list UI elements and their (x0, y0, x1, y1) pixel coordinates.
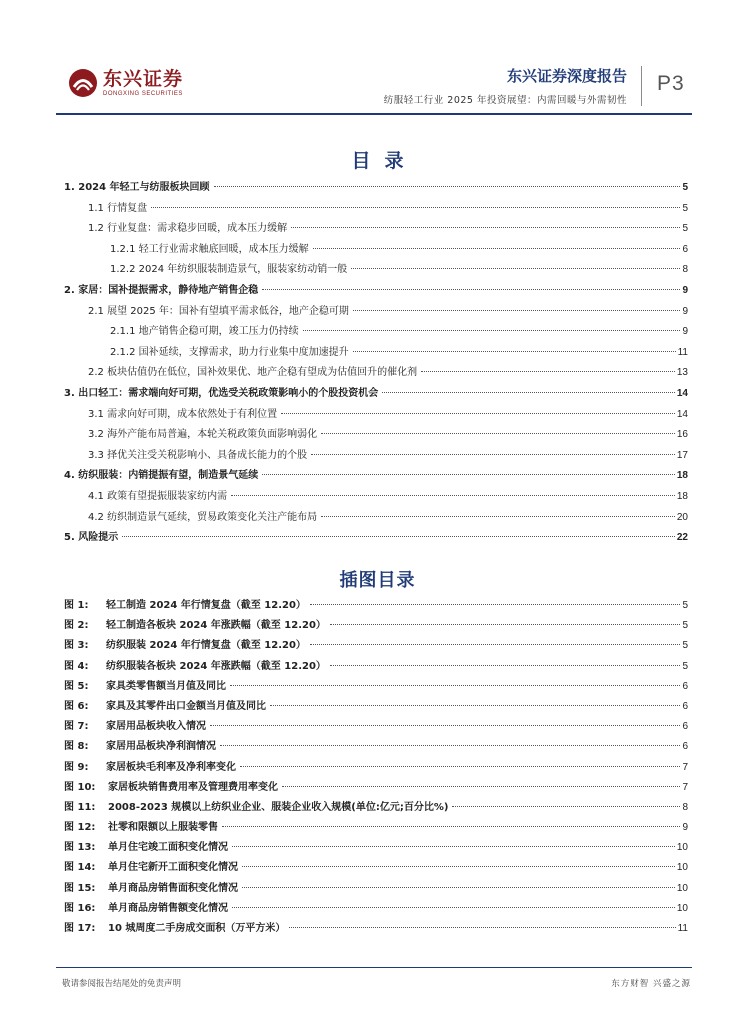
figure-entry[interactable]: 图 6: 家具及其零件出口金额当月值及同比 6 (64, 700, 688, 712)
footer-disclaimer: 敬请参阅报告结尾处的免责声明 (62, 979, 182, 989)
toc-list (64, 178, 688, 549)
header-rule (56, 113, 692, 115)
figure-entry[interactable]: 图 8: 家居用品板块净利润情况 6 (64, 741, 688, 753)
figure-entry[interactable]: 图 11: 2008-2023 规模以上纺织业企业、服装企业收入规模(单位:亿元;百分比%) 8 (64, 801, 688, 813)
toc-entry[interactable]: 3. 出口轻工：需求端向好可期，优选受关税政策影响小的个股投资机会 14 (64, 387, 688, 399)
figure-entry[interactable]: 图 12: 社零和限额以上服装零售 9 (64, 822, 688, 834)
toc-entry[interactable]: 1.1 行情复盘 5 (88, 202, 688, 214)
figure-entry[interactable]: 图 2: 轻工制造各板块 2024 年涨跌幅（截至 12.20） 5 (64, 620, 688, 632)
figure-entry[interactable]: 图 16: 单月商品房销售额变化情况 10 (64, 902, 688, 914)
report-title: 东兴证券深度报告 (506, 67, 627, 85)
toc-entry[interactable]: 5. 风险提示 22 (64, 532, 688, 544)
figure-entry[interactable]: 图 7: 家居用品板块收入情况 6 (64, 721, 688, 733)
company-logo (68, 68, 183, 98)
header-divider (641, 66, 642, 106)
report-subtitle: 纺服轻工行业 2025 年投资展望：内需回暖与外需韧性 (383, 95, 627, 106)
figure-entry[interactable]: 图 5: 家具类零售额当月值及同比 6 (64, 680, 688, 692)
toc-entry[interactable]: 2.1.2 国补延续，支撑需求，助力行业集中度加速提升 11 (110, 346, 688, 358)
toc-entry[interactable]: 1.2.2 2024 年纺织服装制造景气，服装家纺动销一般 8 (110, 264, 688, 276)
figure-entry[interactable]: 图 10: 家居板块销售费用率及管理费用率变化 7 (64, 781, 688, 793)
toc-entry[interactable]: 3.3 择优关注受关税影响小、具备成长能力的个股 17 (88, 449, 688, 461)
figure-entry[interactable]: 图 14: 单月住宅新开工面积变化情况 10 (64, 862, 688, 874)
toc-entry[interactable]: 1.2 行业复盘：需求稳步回暖，成本压力缓解 5 (88, 223, 688, 235)
toc-entry[interactable]: 4.1 政策有望提振服装家纺内需 18 (88, 490, 688, 502)
dongxing-logo-icon (68, 68, 98, 98)
toc-entry[interactable]: 3.2 海外产能布局普遍，本轮关税政策负面影响弱化 16 (88, 429, 688, 441)
figure-list-title: 插图目录 (339, 570, 416, 591)
figure-entry[interactable]: 图 4: 纺织服装各板块 2024 年涨跌幅（截至 12.20） 5 (64, 660, 688, 672)
toc-title: 目录 (351, 150, 418, 172)
figure-entry[interactable]: 图 9: 家居板块毛利率及净利率变化 7 (64, 761, 688, 773)
figure-entry[interactable]: 图 13: 单月住宅竣工面积变化情况 10 (64, 842, 688, 854)
logo-english-name: DONGXING SECURITIES (103, 91, 183, 97)
toc-entry[interactable]: 2.1.1 地产销售企稳可期，竣工压力仍持续 9 (110, 326, 688, 338)
toc-entry[interactable]: 4.2 纺织制造景气延续，贸易政策变化关注产能布局 20 (88, 511, 688, 523)
logo-chinese-name: 东兴证券 (103, 68, 184, 90)
toc-entry[interactable]: 1.2.1 轻工行业需求触底回暖，成本压力缓解 6 (110, 243, 688, 255)
toc-entry[interactable]: 1. 2024 年轻工与纺服板块回顾 5 (64, 182, 688, 193)
footer-rule (56, 967, 692, 968)
figure-entry[interactable]: 图 3: 纺织服装 2024 年行情复盘（截至 12.20） 5 (64, 640, 688, 652)
toc-entry[interactable]: 2.2 板块估值仍在低位，国补效果优、地产企稳有望成为估值回升的催化剂 13 (88, 367, 688, 379)
toc-entry[interactable]: 2.1 展望 2025 年：国补有望填平需求低谷，地产企稳可期 9 (88, 305, 688, 317)
toc-entry[interactable]: 2. 家居：国补提振需求，静待地产销售企稳 9 (64, 284, 688, 296)
toc-entry[interactable]: 4. 纺织服装：内销提振有望，制造景气延续 18 (64, 470, 688, 482)
toc-entry[interactable]: 3.1 需求向好可期，成本依然处于有利位置 14 (88, 408, 688, 420)
page-header (0, 0, 755, 116)
figure-entry[interactable]: 图 1: 轻工制造 2024 年行情复盘（截至 12.20） 5 (64, 600, 688, 611)
footer-slogan: 东方财智 兴盛之源 (611, 979, 691, 989)
figure-entry[interactable]: 图 15: 单月商品房销售面积变化情况 10 (64, 882, 688, 894)
figure-list (64, 596, 688, 939)
page-number: P3 (657, 72, 685, 95)
figure-entry[interactable]: 图 17: 10 城周度二手房成交面积（万平方米） 11 (64, 923, 688, 934)
